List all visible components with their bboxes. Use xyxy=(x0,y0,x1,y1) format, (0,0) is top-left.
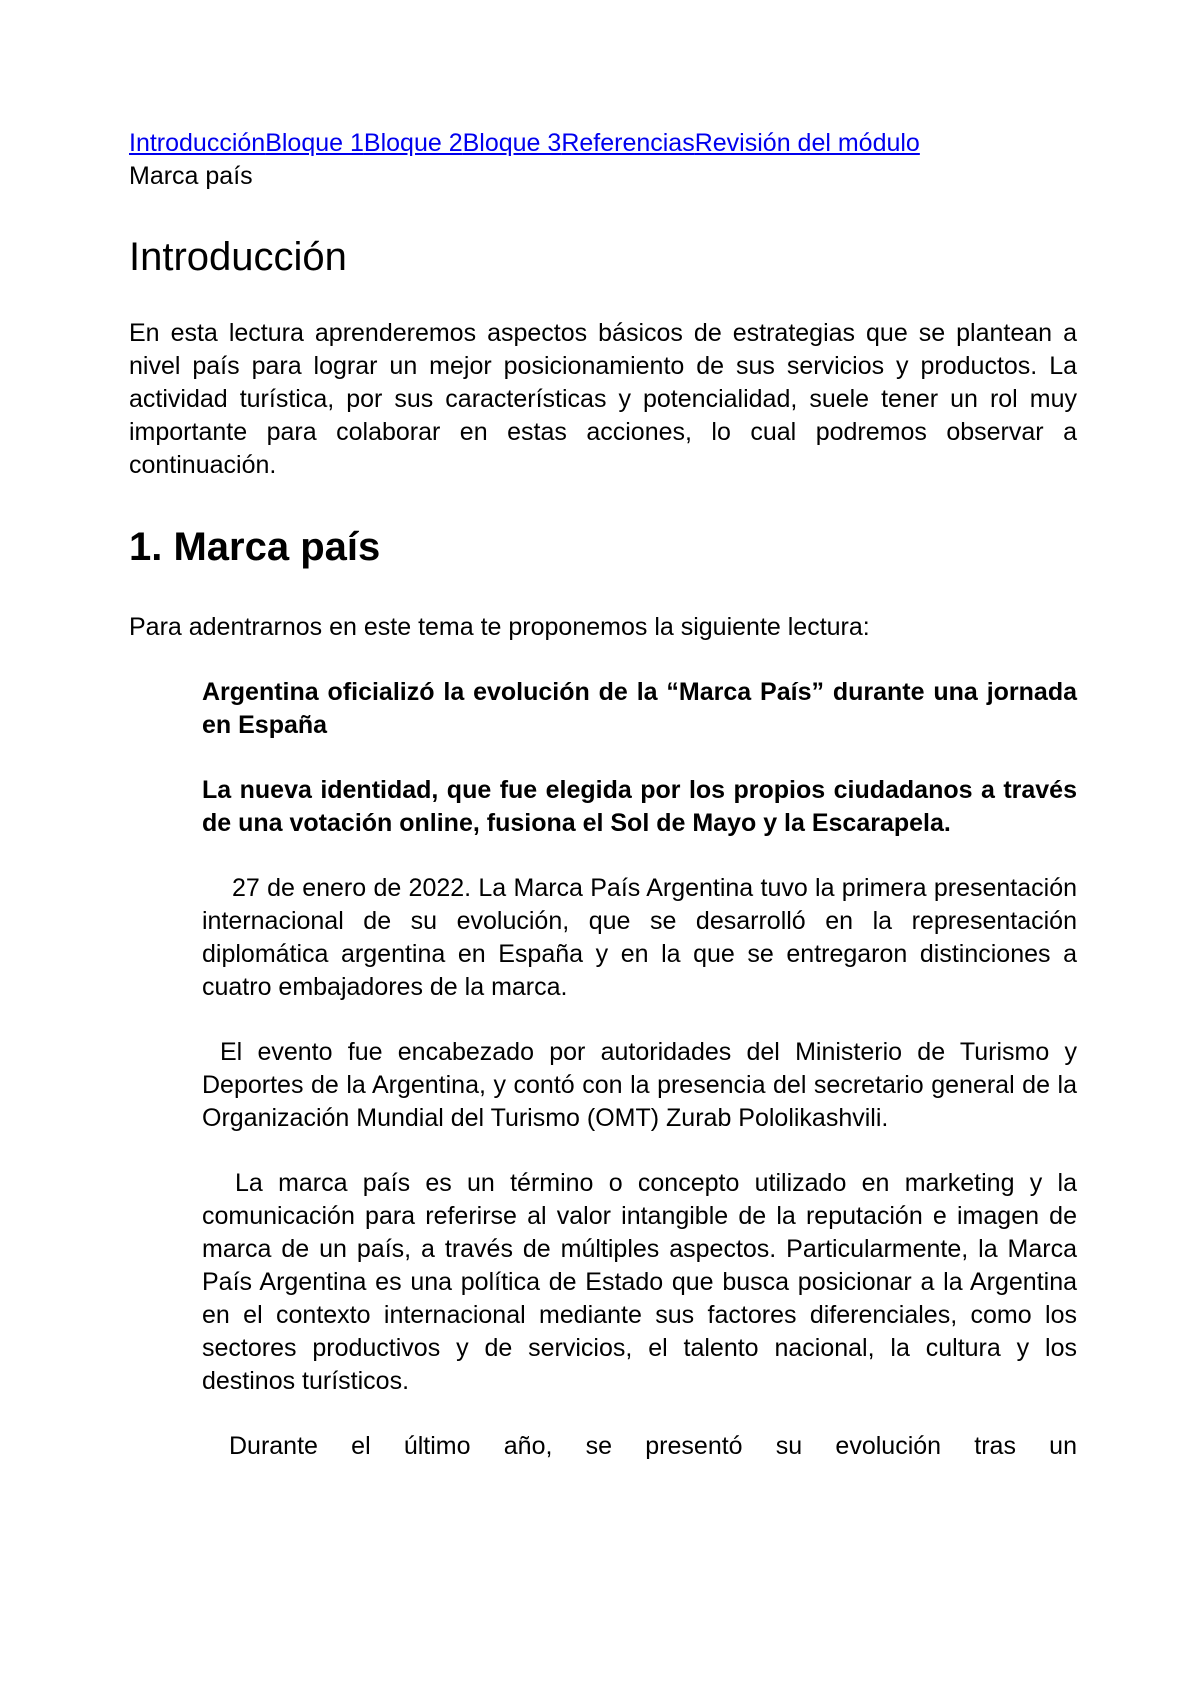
nav-link-bloque-3[interactable]: Bloque 3 xyxy=(462,129,562,157)
section-heading: 1. Marca país xyxy=(129,525,381,569)
article-paragraph: Durante el último año, se presentó su evolución tras un xyxy=(229,1432,1077,1460)
intro-heading: Introducción xyxy=(129,235,347,279)
article-headline: Argentina oficializó la evolución de la “Marca País” durante una jornada en España xyxy=(202,678,1077,739)
nav-link-revision-modulo[interactable]: Revisión del módulo xyxy=(694,129,920,157)
nav-link-bloque-1[interactable]: Bloque 1 xyxy=(265,129,364,157)
module-nav xyxy=(129,128,1077,159)
article-paragraph: La marca país es un término o concepto utilizado en marketing y la comunicación para referirse al valor intangible de la reputación e imagen de marca de un país, a través de múltiples aspectos. Particularmente, la Marca País Argentina es una política de Estado que busca posicionar a la Argentina en el contexto internacional mediante sus factores diferenciales, como los sectores productivos y de servicios, el talento nacional, la cultura y los destinos turísticos. xyxy=(202,1169,1077,1395)
breadcrumb: Marca país xyxy=(129,162,253,190)
nav-link-introduccion[interactable]: Introducción xyxy=(129,129,266,157)
article-quote xyxy=(202,676,1077,1463)
section-lead-text: Para adentrarnos en este tema te proponemos la siguiente lectura: xyxy=(129,613,870,641)
article-paragraph: 27 de enero de 2022. La Marca País Argentina tuvo la primera presentación internacional de su evolución, que se desarrolló en la representación diplomática argentina en España y en la que se entregaron distinciones a cuatro embajadores de la marca. xyxy=(202,874,1077,1001)
article-subheadline: La nueva identidad, que fue elegida por los propios ciudadanos a través de una votación online, fusiona el Sol de Mayo y la Escarapela. xyxy=(202,776,1077,837)
article-paragraph: El evento fue encabezado por autoridades del Ministerio de Turismo y Deportes de la Argentina, y contó con la presencia del secretario general de la Organización Mundial del Turismo (OMT) Zurab Pololikashvili. xyxy=(202,1038,1077,1132)
nav-link-referencias[interactable]: Referencias xyxy=(561,129,695,157)
document-page xyxy=(129,128,1077,1463)
nav-link-bloque-2[interactable]: Bloque 2 xyxy=(363,129,463,157)
intro-text: En esta lectura aprenderemos aspectos básicos de estrategias que se plantean a nivel país para lograr un mejor posicionamiento de sus servicios y productos. La actividad turística, por sus características y potencialidad, suele tener un rol muy importante para colaborar en estas acciones, lo cual podremos observar a continuación. xyxy=(129,319,1077,479)
